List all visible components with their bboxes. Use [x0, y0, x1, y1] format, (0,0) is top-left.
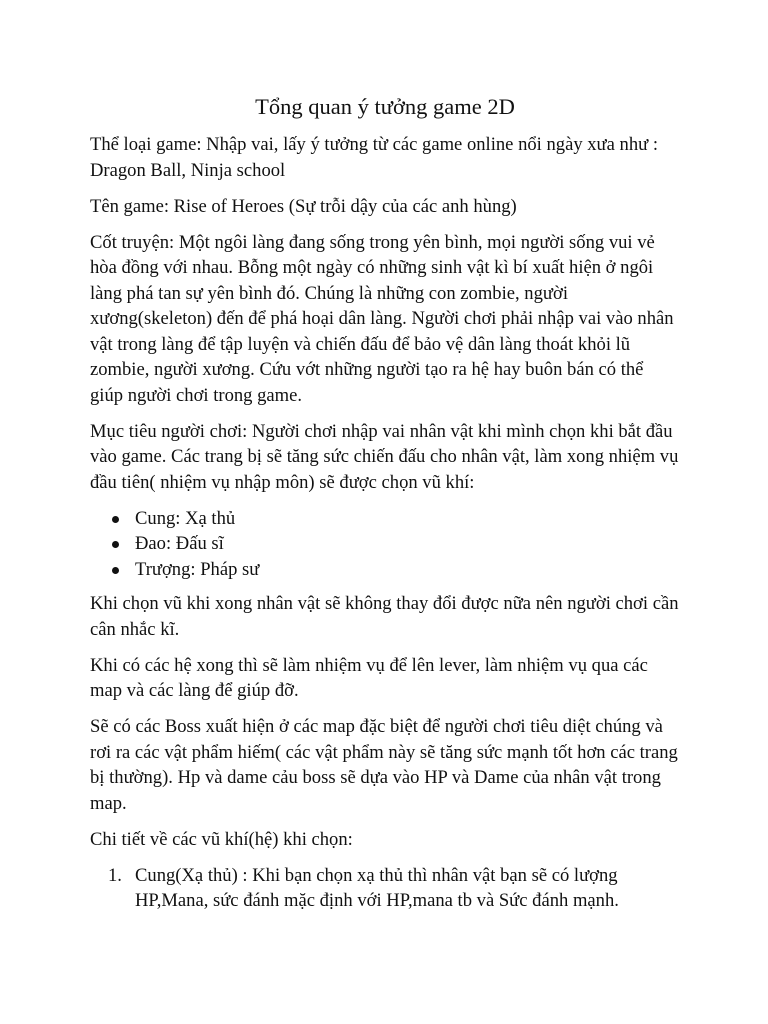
weapon-list-item: Đao: Đấu sĩ [135, 531, 680, 557]
paragraph-choose-weapon: Khi chọn vũ khi xong nhân vật sẽ không thay đổi được nữa nên người chơi cần cân nhắc kĩ. [90, 593, 679, 640]
paragraph-weapon-details: Chi tiết về các vũ khí(hệ) khi chọn: [90, 828, 353, 850]
weapon-detail-list [90, 863, 680, 914]
weapon-detail-text: Cung(Xạ thủ) : Khi bạn chọn xạ thủ thì nhân vật bạn sẽ có lượng HP,Mana, sức đánh mặc định với HP,mana tb và Sức đánh mạnh. [135, 864, 619, 911]
weapon-list-item: Trượng: Pháp sư [135, 557, 680, 583]
paragraph-genre: Thể loại game: Nhập vai, lấy ý tưởng từ các game online nổi ngày xưa như : Dragon Ball, Ninja school [90, 134, 659, 181]
paragraph-leveling: Khi có các hệ xong thì sẽ làm nhiệm vụ để lên lever, làm nhiệm vụ qua các map và các làng để giúp đỡ. [90, 654, 648, 701]
weapon-list [90, 506, 680, 583]
document-title: Tổng quan ý tưởng game 2D [255, 94, 515, 119]
paragraph-game-name: Tên game: Rise of Heroes (Sự trỗi dậy của các anh hùng) [90, 195, 517, 217]
weapon-detail-item [108, 863, 680, 914]
paragraph-story: Cốt truyện: Một ngôi làng đang sống trong yên bình, mọi người sống vui vẻ hòa đồng với nhau. Bỗng một ngày có những sinh vật kì bí xuất hiện ở ngôi làng phá tan sự yên bình đó. Chúng là những con zombie, người xương(skeleton) đến để phá hoại dân làng. Người chơi phải nhập vai vào nhân vật trong làng để tập luyện và chiến đấu để bảo vệ dân làng thoát khỏi lũ zombie, người xương. Cứu vớt những người tạo ra hệ hay buôn bán có thể giúp người chơi trong game. [90, 231, 674, 406]
list-number: 1. [108, 864, 122, 886]
document-page [90, 92, 680, 914]
weapon-list-item: Cung: Xạ thủ [135, 506, 680, 532]
paragraph-boss: Sẽ có các Boss xuất hiện ở các map đặc biệt để người chơi tiêu diệt chúng và rơi ra các vật phẩm hiếm( các vật phẩm này sẽ tăng sức mạnh tốt hơn các trang bị thường). Hp và dame cảu boss sẽ dựa vào HP và Dame của nhân vật trong map. [90, 716, 678, 814]
paragraph-player-goal: Mục tiêu người chơi: Người chơi nhập vai nhân vật khi mình chọn khi bắt đầu vào game. Các trang bị sẽ tăng sức chiến đấu cho nhân vật, làm xong nhiệm vụ đầu tiên( nhiệm vụ nhập môn) sẽ được chọn vũ khí: [90, 420, 679, 493]
